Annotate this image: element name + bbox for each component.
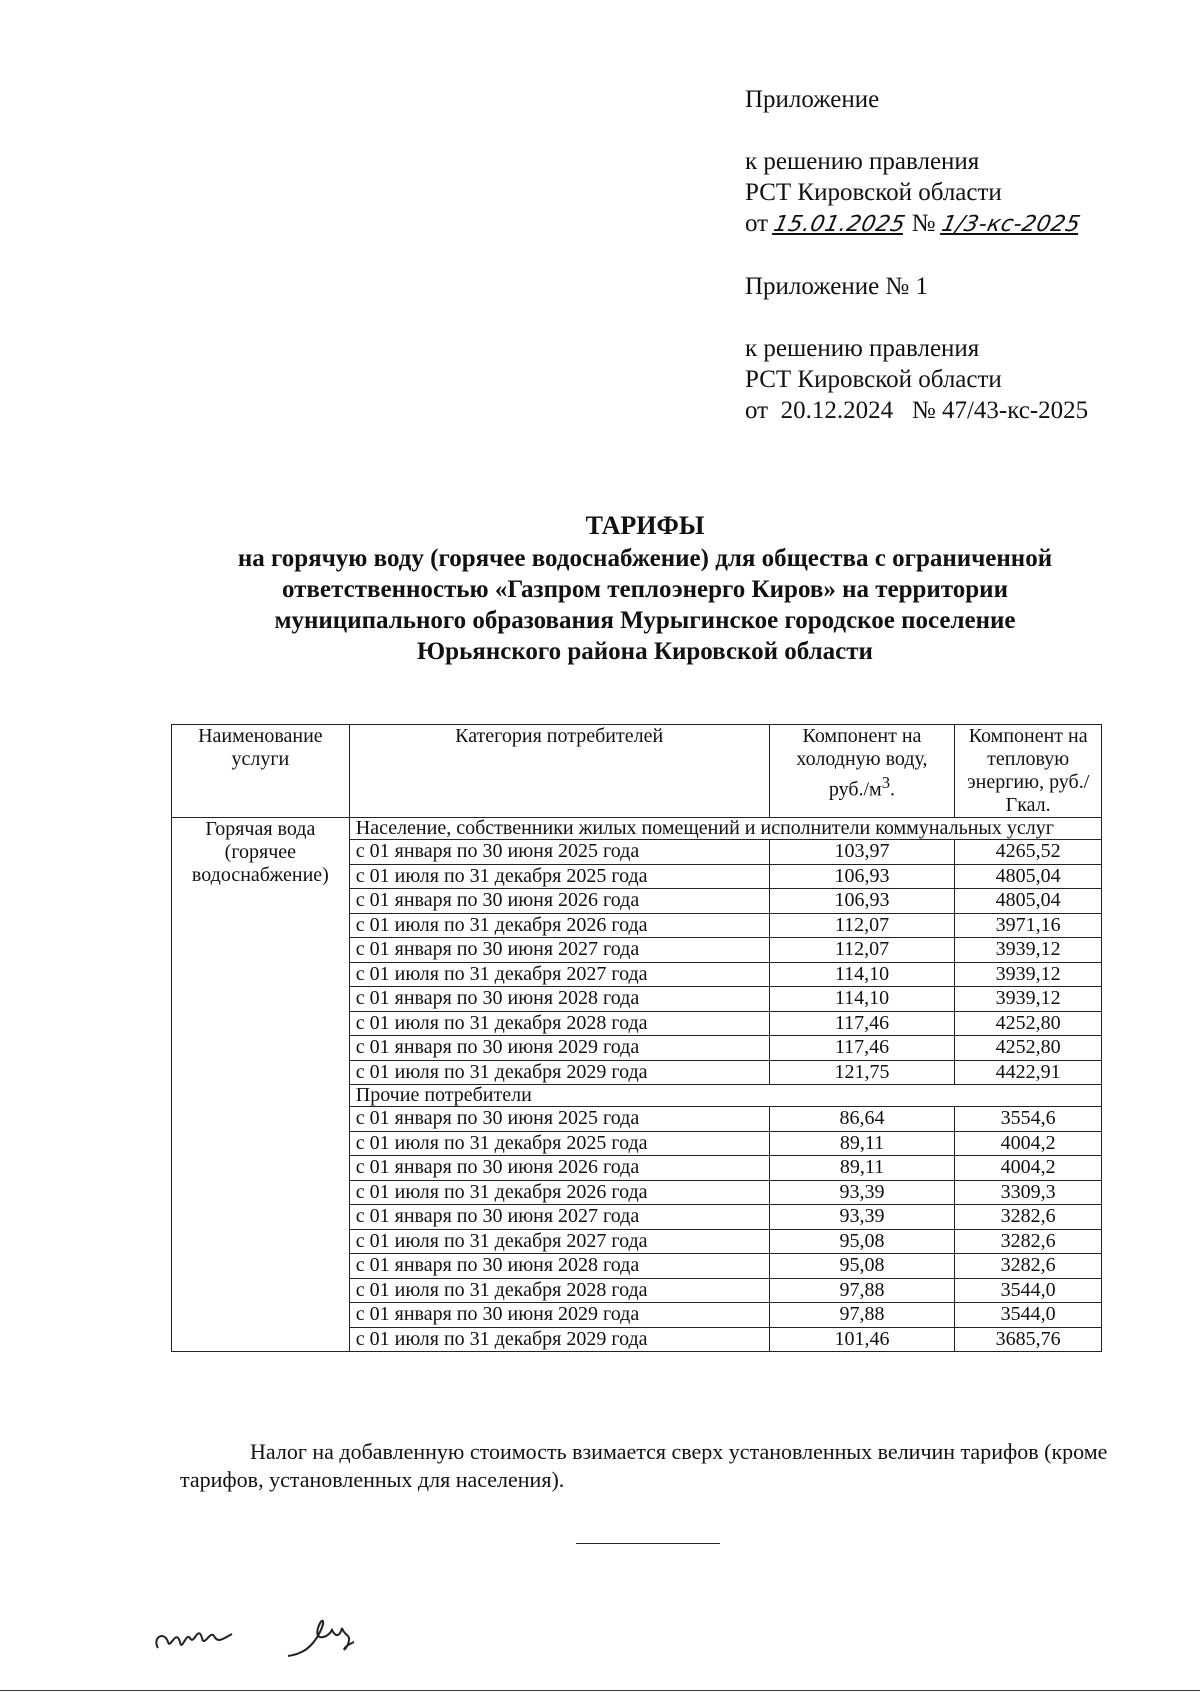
heat-energy-cell: 4004,2: [955, 1156, 1102, 1181]
header-cold-water-suffix: .: [890, 778, 896, 801]
cold-water-cell: 97,88: [769, 1303, 955, 1328]
cold-water-cell: 95,08: [769, 1229, 955, 1254]
tariffs-table: [171, 724, 1102, 1352]
appendix-1-label: Приложение № 1: [745, 273, 929, 300]
header-cold-water-sup: 3: [881, 773, 891, 792]
signature-1: [150, 1608, 240, 1677]
heat-energy-cell: 4004,2: [955, 1131, 1102, 1156]
title-line-2: ответственностью «Газпром теплоэнерго Киров» на территории: [281, 576, 1008, 603]
period-cell: с 01 июля по 31 декабря 2025 года: [349, 1131, 769, 1156]
title-line-3: муниципального образования Мурыгинское городское поселение: [274, 607, 1016, 634]
heat-energy-cell: 3282,6: [955, 1229, 1102, 1254]
heat-energy-cell: 3544,0: [955, 1278, 1102, 1303]
period-cell: с 01 июля по 31 декабря 2025 года: [349, 864, 769, 889]
heat-energy-cell: 4805,04: [955, 864, 1102, 889]
document-title: [150, 510, 1140, 667]
heat-energy-cell: 3939,12: [955, 962, 1102, 987]
group-title: Население, собственники жилых помещений и исполнители коммунальных услуг: [349, 818, 1101, 840]
cold-water-cell: 89,11: [769, 1131, 955, 1156]
vat-note: Налог на добавленную стоимость взимается сверх установленных величин тарифов (кроме тарифов, установленных для населения).: [180, 1439, 1108, 1492]
cold-water-cell: 95,08: [769, 1254, 955, 1279]
heat-energy-cell: 3282,6: [955, 1254, 1102, 1279]
to-decision-label: к решению правления: [745, 148, 980, 175]
period-cell: с 01 июля по 31 декабря 2026 года: [349, 913, 769, 938]
group-header-row: [172, 818, 1102, 840]
table-header-row: [172, 725, 1102, 818]
title-line-1: на горячую воду (горячее водоснабжение) для общества с ограниченной: [237, 545, 1053, 572]
heat-energy-cell: 4265,52: [955, 840, 1102, 865]
period-cell: с 01 июля по 31 декабря 2029 года: [349, 1060, 769, 1085]
header-category: Категория потребителей: [349, 725, 769, 818]
period-cell: с 01 января по 30 июня 2027 года: [349, 1205, 769, 1230]
heat-energy-cell: 4805,04: [955, 889, 1102, 914]
signature-1-drawing: [150, 1608, 240, 1668]
period-cell: с 01 июля по 31 декабря 2026 года: [349, 1180, 769, 1205]
appendix-header: [745, 84, 1185, 426]
heat-energy-cell: 4422,91: [955, 1060, 1102, 1085]
end-divider: [576, 1543, 720, 1544]
cold-water-cell: 101,46: [769, 1327, 955, 1352]
cold-water-cell: 106,93: [769, 864, 955, 889]
cold-water-cell: 97,88: [769, 1278, 955, 1303]
to-decision-label-2: к решению правления: [745, 335, 980, 362]
appendix-label: Приложение: [745, 86, 880, 113]
period-cell: с 01 января по 30 июня 2029 года: [349, 1036, 769, 1061]
title-main: ТАРИФЫ: [585, 511, 705, 540]
cold-water-cell: 112,07: [769, 913, 955, 938]
period-cell: с 01 июля по 31 декабря 2027 года: [349, 962, 769, 987]
signature-2: [282, 1608, 372, 1677]
group-title: Прочие потребители: [349, 1085, 1101, 1107]
cold-water-cell: 114,10: [769, 962, 955, 987]
period-cell: с 01 января по 30 июня 2028 года: [349, 1254, 769, 1279]
title-line-4: Юрьянского района Кировской области: [417, 638, 873, 665]
period-cell: с 01 января по 30 июня 2025 года: [349, 1107, 769, 1132]
handwritten-number: 1/3-кс-2025: [939, 212, 1083, 237]
tariffs-body: [172, 818, 1102, 1352]
period-cell: с 01 января по 30 июня 2028 года: [349, 987, 769, 1012]
period-cell: с 01 января по 30 июня 2026 года: [349, 889, 769, 914]
cold-water-cell: 86,64: [769, 1107, 955, 1132]
period-cell: с 01 января по 30 июня 2025 года: [349, 840, 769, 865]
number-sign: №: [911, 210, 936, 237]
org-label: РСТ Кировской области: [745, 179, 1002, 206]
period-cell: с 01 января по 30 июня 2026 года: [349, 1156, 769, 1181]
heat-energy-cell: 3939,12: [955, 987, 1102, 1012]
decision-date-line: [745, 208, 1185, 240]
header-cold-water: [769, 725, 955, 818]
date-prefix: от: [745, 210, 769, 237]
period-cell: с 01 января по 30 июня 2029 года: [349, 1303, 769, 1328]
period-cell: с 01 июля по 31 декабря 2028 года: [349, 1278, 769, 1303]
heat-energy-cell: 3971,16: [955, 913, 1102, 938]
heat-energy-cell: 3685,76: [955, 1327, 1102, 1352]
cold-water-cell: 117,46: [769, 1036, 955, 1061]
heat-energy-cell: 3939,12: [955, 938, 1102, 963]
org-label-2: РСТ Кировской области: [745, 366, 1002, 393]
cold-water-cell: 112,07: [769, 938, 955, 963]
heat-energy-cell: 3554,6: [955, 1107, 1102, 1132]
signature-2-drawing: [282, 1608, 372, 1668]
cold-water-cell: 93,39: [769, 1205, 955, 1230]
cold-water-cell: 89,11: [769, 1156, 955, 1181]
header-heat-energy: Компонент на тепловую энергию, руб./Гкал.: [955, 725, 1102, 818]
heat-energy-cell: 3309,3: [955, 1180, 1102, 1205]
cold-water-cell: 114,10: [769, 987, 955, 1012]
period-cell: с 01 июля по 31 декабря 2029 года: [349, 1327, 769, 1352]
header-cold-water-text: Компонент на холодную воду, руб./м: [796, 725, 928, 801]
cold-water-cell: 117,46: [769, 1011, 955, 1036]
cold-water-cell: 103,97: [769, 840, 955, 865]
heat-energy-cell: 3282,6: [955, 1205, 1102, 1230]
period-cell: с 01 июля по 31 декабря 2028 года: [349, 1011, 769, 1036]
header-service-name: Наименование услуги: [172, 725, 350, 818]
service-name-cell: Горячая вода (горячее водоснабжение): [172, 818, 350, 1352]
period-cell: с 01 июля по 31 декабря 2027 года: [349, 1229, 769, 1254]
heat-energy-cell: 4252,80: [955, 1036, 1102, 1061]
handwritten-date: 15.01.2025: [771, 212, 908, 237]
cold-water-cell: 93,39: [769, 1180, 955, 1205]
original-decision-line: от 20.12.2024 № 47/43-кс-2025: [745, 397, 1089, 424]
period-cell: с 01 января по 30 июня 2027 года: [349, 938, 769, 963]
page-bottom-border: [0, 1690, 1200, 1691]
cold-water-cell: 106,93: [769, 889, 955, 914]
heat-energy-cell: 4252,80: [955, 1011, 1102, 1036]
heat-energy-cell: 3544,0: [955, 1303, 1102, 1328]
cold-water-cell: 121,75: [769, 1060, 955, 1085]
